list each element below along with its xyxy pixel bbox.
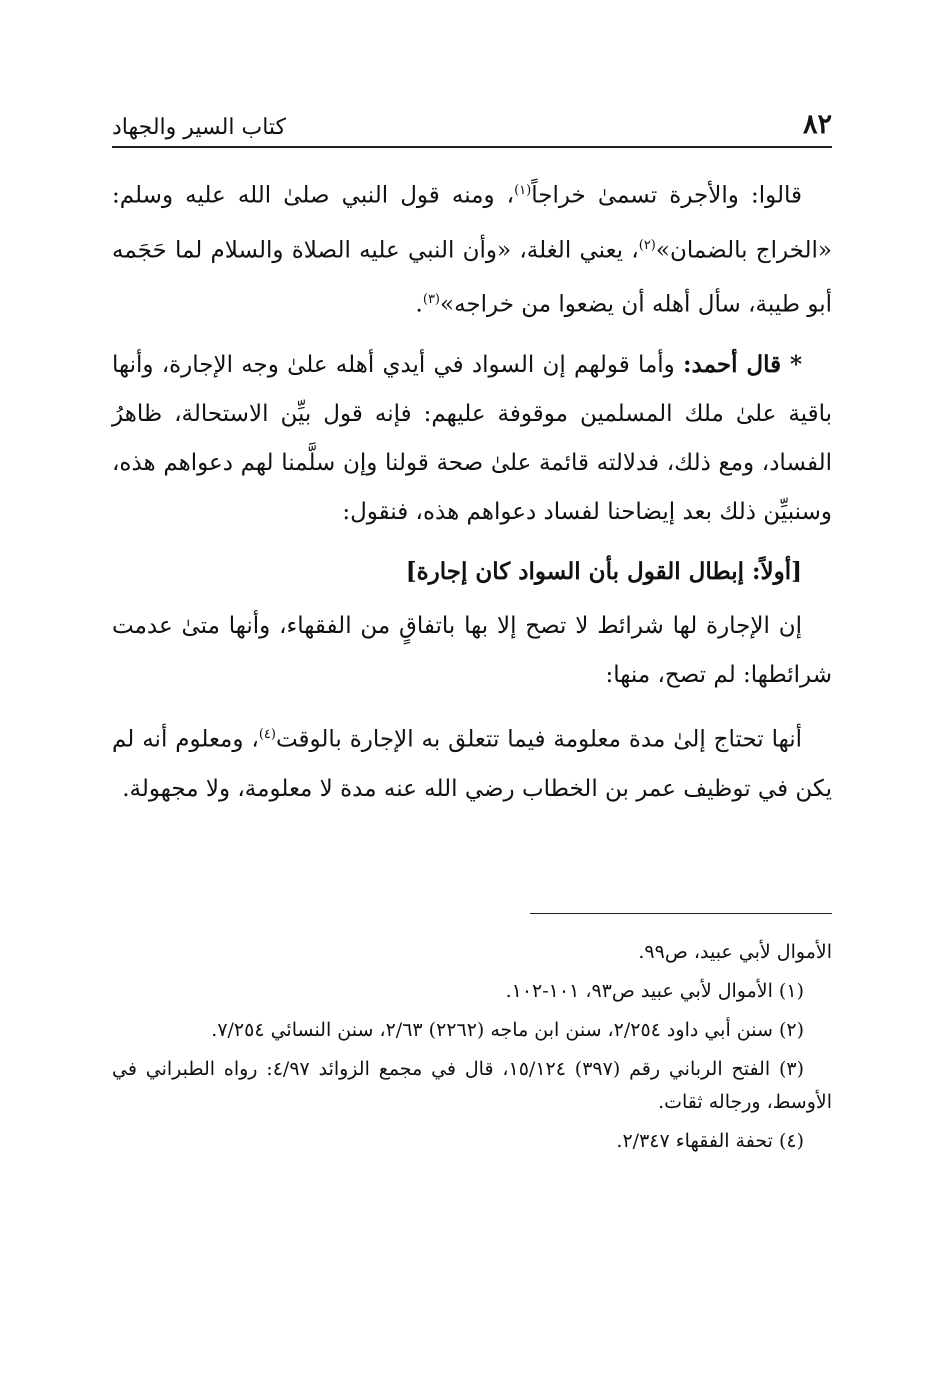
footnote-ref-3[interactable]: (٣) bbox=[422, 292, 440, 308]
page-number: ٨٢ bbox=[802, 109, 832, 140]
paragraph-2 bbox=[112, 340, 832, 537]
paragraph-1-part-b: ، ومنه قول النبي صلىٰ الله عليه وسلم: «الخراج بالضمان» bbox=[112, 182, 832, 264]
footnote-4: (٤) تحفة الفقهاء ٢/٣٤٧. bbox=[616, 1130, 804, 1152]
paragraph-4-part-b: ، ومعلوم أنه لم يكن في توظيف عمر بن الخطاب رضي الله عنه مدة لا معلومة، ولا مجهولة. bbox=[112, 726, 832, 802]
footnote-divider bbox=[530, 913, 832, 914]
paragraph-4-part-a: أنها تحتاج إلىٰ مدة معلومة فيما تتعلق به الإجارة بالوقت bbox=[275, 726, 802, 753]
paragraph-1-part-d: . bbox=[415, 291, 423, 318]
paragraph-4 bbox=[112, 710, 832, 814]
section-heading: [أولاً: إبطال القول بأن السواد كان إجارة] bbox=[405, 557, 802, 585]
footnote-ref-4[interactable]: (٤) bbox=[258, 726, 276, 742]
paragraph-1-part-c: ، يعني الغلة، «وأن النبي عليه الصلاة والسلام لما حَجَمه أبو طيبة، سأل أهله أن يضعوا من خراجه» bbox=[112, 237, 832, 318]
footnote-2: (٢) سنن أبي داود ٢/٢٥٤، سنن ابن ماجه (٢٢٦٢) ٢/٦٣، سنن النسائي ٧/٢٥٤. bbox=[211, 1019, 804, 1041]
running-header bbox=[112, 104, 832, 148]
paragraph-2-lead: * قال أحمد: bbox=[683, 350, 802, 378]
paragraph-1-part-a: قالوا: والأجرة تسمىٰ خراجاً bbox=[531, 182, 802, 209]
footnote-1: (١) الأموال لأبي عبيد ص٩٣، ١٠١-١٠٢. bbox=[505, 980, 804, 1002]
running-title: كتاب السير والجهاد bbox=[112, 115, 287, 140]
footnotes bbox=[112, 936, 832, 1164]
paragraph-1 bbox=[112, 166, 832, 330]
footnote-continuation: الأموال لأبي عبيد، ص٩٩. bbox=[638, 941, 832, 963]
footnote-ref-2[interactable]: (٢) bbox=[638, 237, 656, 253]
main-text bbox=[112, 166, 832, 824]
paragraph-2-text: وأما قولهم إن السواد في أيدي أهله علىٰ وجه الإجارة، وأنها باقية علىٰ ملك المسلمين موقوفة عليهم: فإنه قول بيِّن الاستحالة، ظاهرُ الفساد، ومع ذلك، فدلالته قائمة علىٰ صحة قولنا وإن سلَّمنا لهم دعواهم هذه، وسنبيِّن ذلك بعد إيضاحنا لفساد دعواهم هذه، فنقول: bbox=[112, 351, 832, 525]
footnote-ref-1[interactable]: (١) bbox=[514, 183, 532, 198]
footnote-3: (٣) الفتح الرباني رقم (٣٩٧) ١٥/١٢٤، قال في مجمع الزوائد ٤/٩٧: رواه الطبراني في الأوسط، ورجاله ثقات. bbox=[112, 1058, 832, 1113]
paragraph-3: إن الإجارة لها شرائط لا تصح إلا بها باتفاقٍ من الفقهاء، وأنها متىٰ عدمت شرائطها: لم تصح، منها: bbox=[112, 612, 832, 688]
